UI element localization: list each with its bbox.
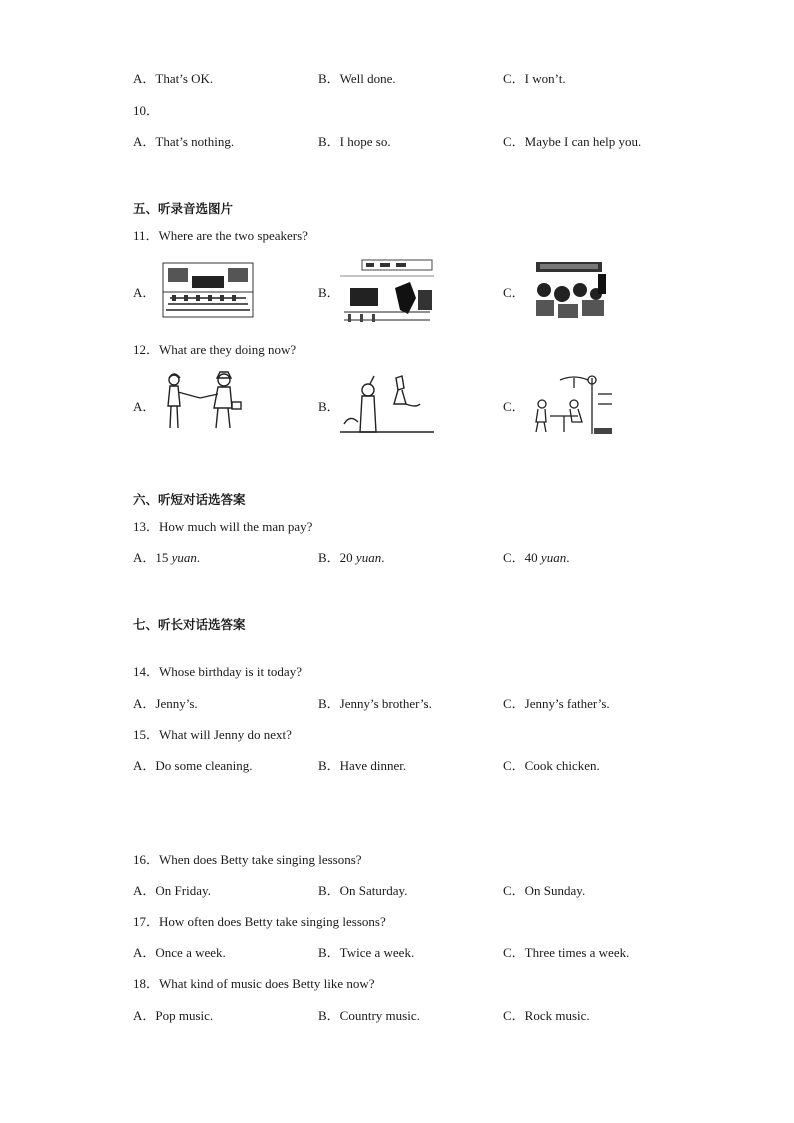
- q17-question: 17．How often does Betty take singing lessons?: [133, 914, 386, 929]
- q17-option-a: A．Once a week.: [133, 945, 226, 960]
- q14-option-b: B．Jenny’s brother’s.: [318, 696, 432, 711]
- q12-picture-c-cafe: [530, 374, 614, 436]
- q17-option-c: C．Three times a week.: [503, 945, 630, 960]
- q15-option-c: C．Cook chicken.: [503, 758, 600, 773]
- q13-option-b: B．20 yuan.: [318, 550, 385, 565]
- q11-picture-c-restaurant: [530, 260, 610, 322]
- q15-option-b: B．Have dinner.: [318, 758, 407, 773]
- q10-number: 10．: [133, 103, 160, 118]
- q11-picture-a-hall: [162, 262, 254, 318]
- q13-option-a: A．15 yuan.: [133, 550, 201, 565]
- q16-question: 16．When does Betty take singing lessons?: [133, 852, 362, 867]
- q10-option-a: A．That’s nothing.: [133, 134, 235, 149]
- q12-picture-a-meeting: [160, 370, 242, 432]
- q11-option-b: B．: [318, 285, 340, 300]
- q12-option-a: A．: [133, 399, 156, 414]
- q13-option-c: C．40 yuan.: [503, 550, 570, 565]
- section-5-title: 五、听录音选图片: [133, 201, 234, 216]
- q12-picture-b-waving: [340, 374, 434, 434]
- q16-option-a: A．On Friday.: [133, 883, 211, 898]
- q9-option-b: B．Well done.: [318, 71, 396, 86]
- q13-question: 13．How much will the man pay?: [133, 519, 313, 534]
- q14-option-c: C．Jenny’s father’s.: [503, 696, 610, 711]
- section-6-title: 六、听短对话选答案: [133, 492, 246, 507]
- q15-option-a: A．Do some cleaning.: [133, 758, 253, 773]
- q12-option-b: B．: [318, 399, 340, 414]
- q11-question: 11．Where are the two speakers?: [133, 228, 308, 243]
- q16-option-c: C．On Sunday.: [503, 883, 586, 898]
- q10-option-c: C．Maybe I can help you.: [503, 134, 642, 149]
- q18-option-a: A．Pop music.: [133, 1008, 214, 1023]
- q9-option-a: A．That’s OK.: [133, 71, 214, 86]
- q14-option-a: A．Jenny’s.: [133, 696, 198, 711]
- q12-option-c: C．: [503, 399, 525, 414]
- q10-option-b: B．I hope so.: [318, 134, 391, 149]
- q11-option-c: C．: [503, 285, 525, 300]
- q17-option-b: B．Twice a week.: [318, 945, 415, 960]
- q11-picture-b-shop: [340, 258, 434, 324]
- q18-option-c: C．Rock music.: [503, 1008, 590, 1023]
- q15-question: 15．What will Jenny do next?: [133, 727, 292, 742]
- q18-question: 18．What kind of music does Betty like now?: [133, 976, 375, 991]
- q12-question: 12．What are they doing now?: [133, 342, 297, 357]
- q18-option-b: B．Country music.: [318, 1008, 420, 1023]
- q11-option-a: A．: [133, 285, 156, 300]
- q14-question: 14．Whose birthday is it today?: [133, 664, 302, 679]
- section-7-title: 七、听长对话选答案: [133, 617, 246, 632]
- q16-option-b: B．On Saturday.: [318, 883, 408, 898]
- q9-option-c: C．I won’t.: [503, 71, 566, 86]
